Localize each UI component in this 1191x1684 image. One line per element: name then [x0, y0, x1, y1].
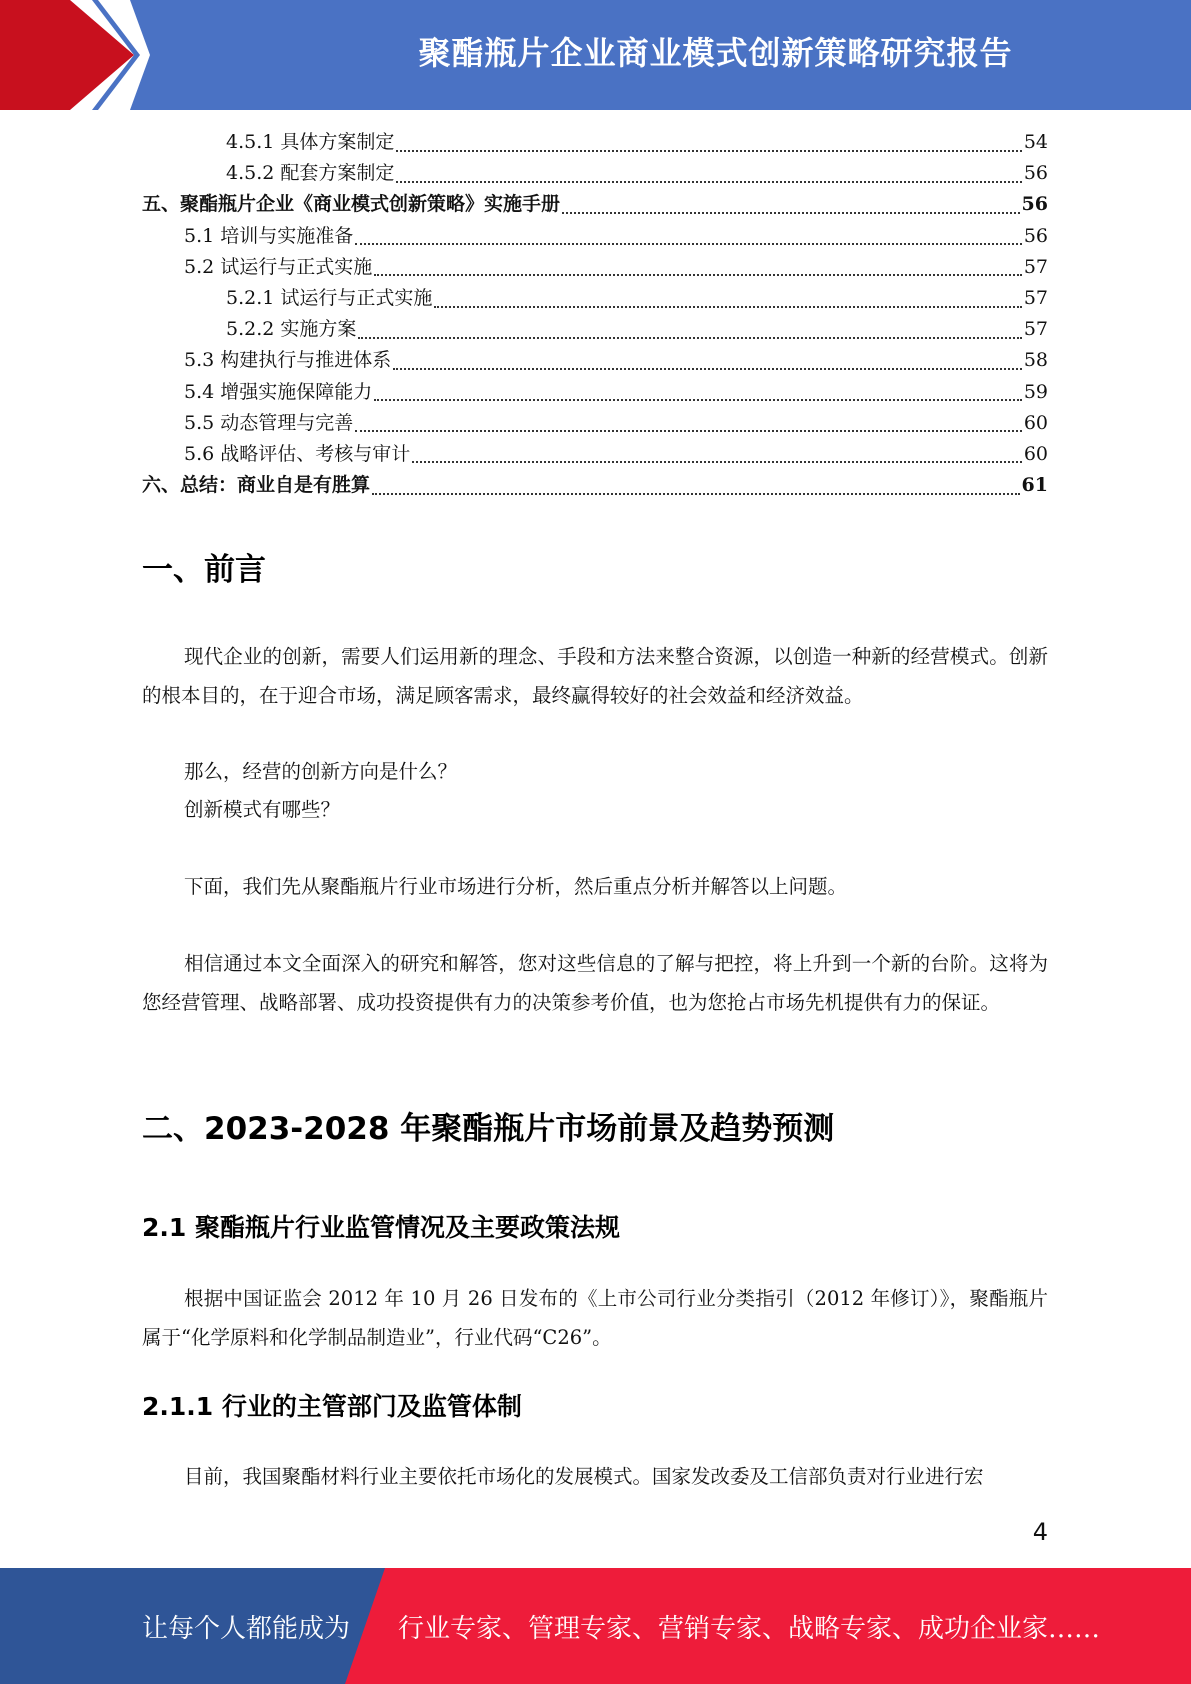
footer-slogan-lead: 让每个人都能成为 [142, 1614, 351, 1644]
toc-entry-page: 57 [1023, 255, 1048, 278]
toc-dot-leader [396, 150, 1021, 152]
page-header [0, 0, 1191, 110]
toc-entry-page: 58 [1023, 349, 1048, 372]
toc-entry-page: 59 [1023, 380, 1048, 403]
toc-entry-title: 4.5.1 具体方案制定 [226, 131, 395, 153]
toc-entry-page: 56 [1023, 162, 1048, 185]
toc-entry-title: 5.3 构建执行与推进体系 [184, 349, 392, 372]
intro-paragraph-3: 相信通过本文全面深入的研究和解答，您对这些信息的了解与把控，将上升到一个新的台阶。这将为您经营管理、战略部署、成功投资提供有力的决策参考价值，也为您抢占市场先机提供有力的保证。 [142, 952, 1048, 1014]
toc-entry-page: 57 [1023, 318, 1048, 341]
toc-entry[interactable] [142, 470, 1048, 501]
toc-entry-title: 5.4 增强实施保障能力 [184, 380, 373, 403]
toc-entry[interactable] [142, 158, 1048, 189]
toc-entry-title: 5.6 战略评估、考核与审计 [184, 442, 411, 465]
toc-dot-leader [396, 181, 1021, 183]
toc-entry[interactable] [142, 345, 1048, 376]
toc-entry-title: 五、聚酯瓶片企业《商业模式创新策略》实施手册 [142, 193, 561, 216]
toc-entry-title: 5.2.1 试运行与正式实施 [226, 286, 433, 309]
section-2-1-paragraph: 根据中国证监会 2012 年 10 月 26 日发布的《上市公司行业分类指引（2012 年修订）》，聚酯瓶片属于“化学原料和化学制品制造业”，行业代码“C26”。 [142, 1287, 1048, 1349]
toc-dot-leader [393, 368, 1022, 370]
section-2-1-1-heading: 2.1.1 行业的主管部门及监管体制 [142, 1392, 522, 1421]
toc-entry[interactable] [142, 408, 1048, 439]
toc-entry[interactable] [142, 283, 1048, 314]
report-title: 聚酯瓶片企业商业模式创新策略研究报告 [418, 34, 1013, 72]
section-2-1-heading: 2.1 聚酯瓶片行业监管情况及主要政策法规 [142, 1213, 620, 1242]
toc-entry-title: 5.5 动态管理与完善 [184, 411, 354, 434]
toc-entry[interactable] [142, 314, 1048, 345]
table-of-contents [142, 127, 1048, 501]
toc-entry-page: 61 [1021, 474, 1048, 497]
toc-dot-leader [374, 399, 1022, 401]
toc-dot-leader [372, 493, 1020, 495]
intro-paragraph-1: 现代企业的创新，需要人们运用新的理念、手段和方法来整合资源，以创造一种新的经营模式。创新的根本目的，在于迎合市场，满足顾客需求，最终赢得较好的社会效益和经济效益。 [142, 645, 1048, 707]
toc-entry-title: 六、总结：商业自是有胜算 [142, 474, 371, 497]
toc-dot-leader [355, 430, 1022, 432]
section-2-heading: 二、2023-2028 年聚酯瓶片市场前景及趋势预测 [142, 1111, 835, 1147]
toc-entry-page: 54 [1023, 131, 1048, 153]
toc-entry-page: 56 [1021, 193, 1048, 216]
section-1-heading: 一、前言 [142, 552, 266, 588]
toc-entry-title: 4.5.2 配套方案制定 [226, 162, 395, 185]
toc-dot-leader [374, 274, 1022, 276]
toc-dot-leader [434, 306, 1021, 308]
section-2-1-1-paragraph: 目前，我国聚酯材料行业主要依托市场化的发展模式。国家发改委及工信部负责对行业进行宏 [184, 1465, 984, 1488]
toc-entry-page: 60 [1023, 442, 1048, 465]
intro-question-1: 那么，经营的创新方向是什么？ [184, 760, 458, 783]
toc-dot-leader [355, 243, 1022, 245]
page-number: 4 [1032, 1518, 1048, 1546]
toc-entry[interactable] [142, 189, 1048, 220]
intro-paragraph-2: 下面，我们先从聚酯瓶片行业市场进行分析，然后重点分析并解答以上问题。 [184, 875, 848, 898]
toc-entry-page: 57 [1023, 286, 1048, 309]
toc-dot-leader [358, 337, 1021, 339]
page-footer [0, 1568, 1191, 1684]
header-ribbon-shape [0, 0, 160, 110]
toc-entry-title: 5.2.2 实施方案 [226, 318, 357, 341]
toc-entry-page: 56 [1023, 224, 1048, 247]
toc-entry[interactable] [142, 252, 1048, 283]
toc-entry-title: 5.2 试运行与正式实施 [184, 255, 373, 278]
toc-entry[interactable] [142, 377, 1048, 408]
footer-slogan-list: 行业专家、管理专家、营销专家、战略专家、成功企业家…… [398, 1614, 1101, 1644]
toc-entry-title: 5.1 培训与实施准备 [184, 224, 354, 247]
intro-question-2: 创新模式有哪些？ [184, 798, 341, 821]
toc-dot-leader [412, 461, 1022, 463]
toc-dot-leader [562, 212, 1020, 214]
toc-entry-page: 60 [1023, 411, 1048, 434]
toc-entry[interactable] [142, 127, 1048, 158]
toc-entry[interactable] [142, 221, 1048, 252]
toc-entry[interactable] [142, 439, 1048, 470]
